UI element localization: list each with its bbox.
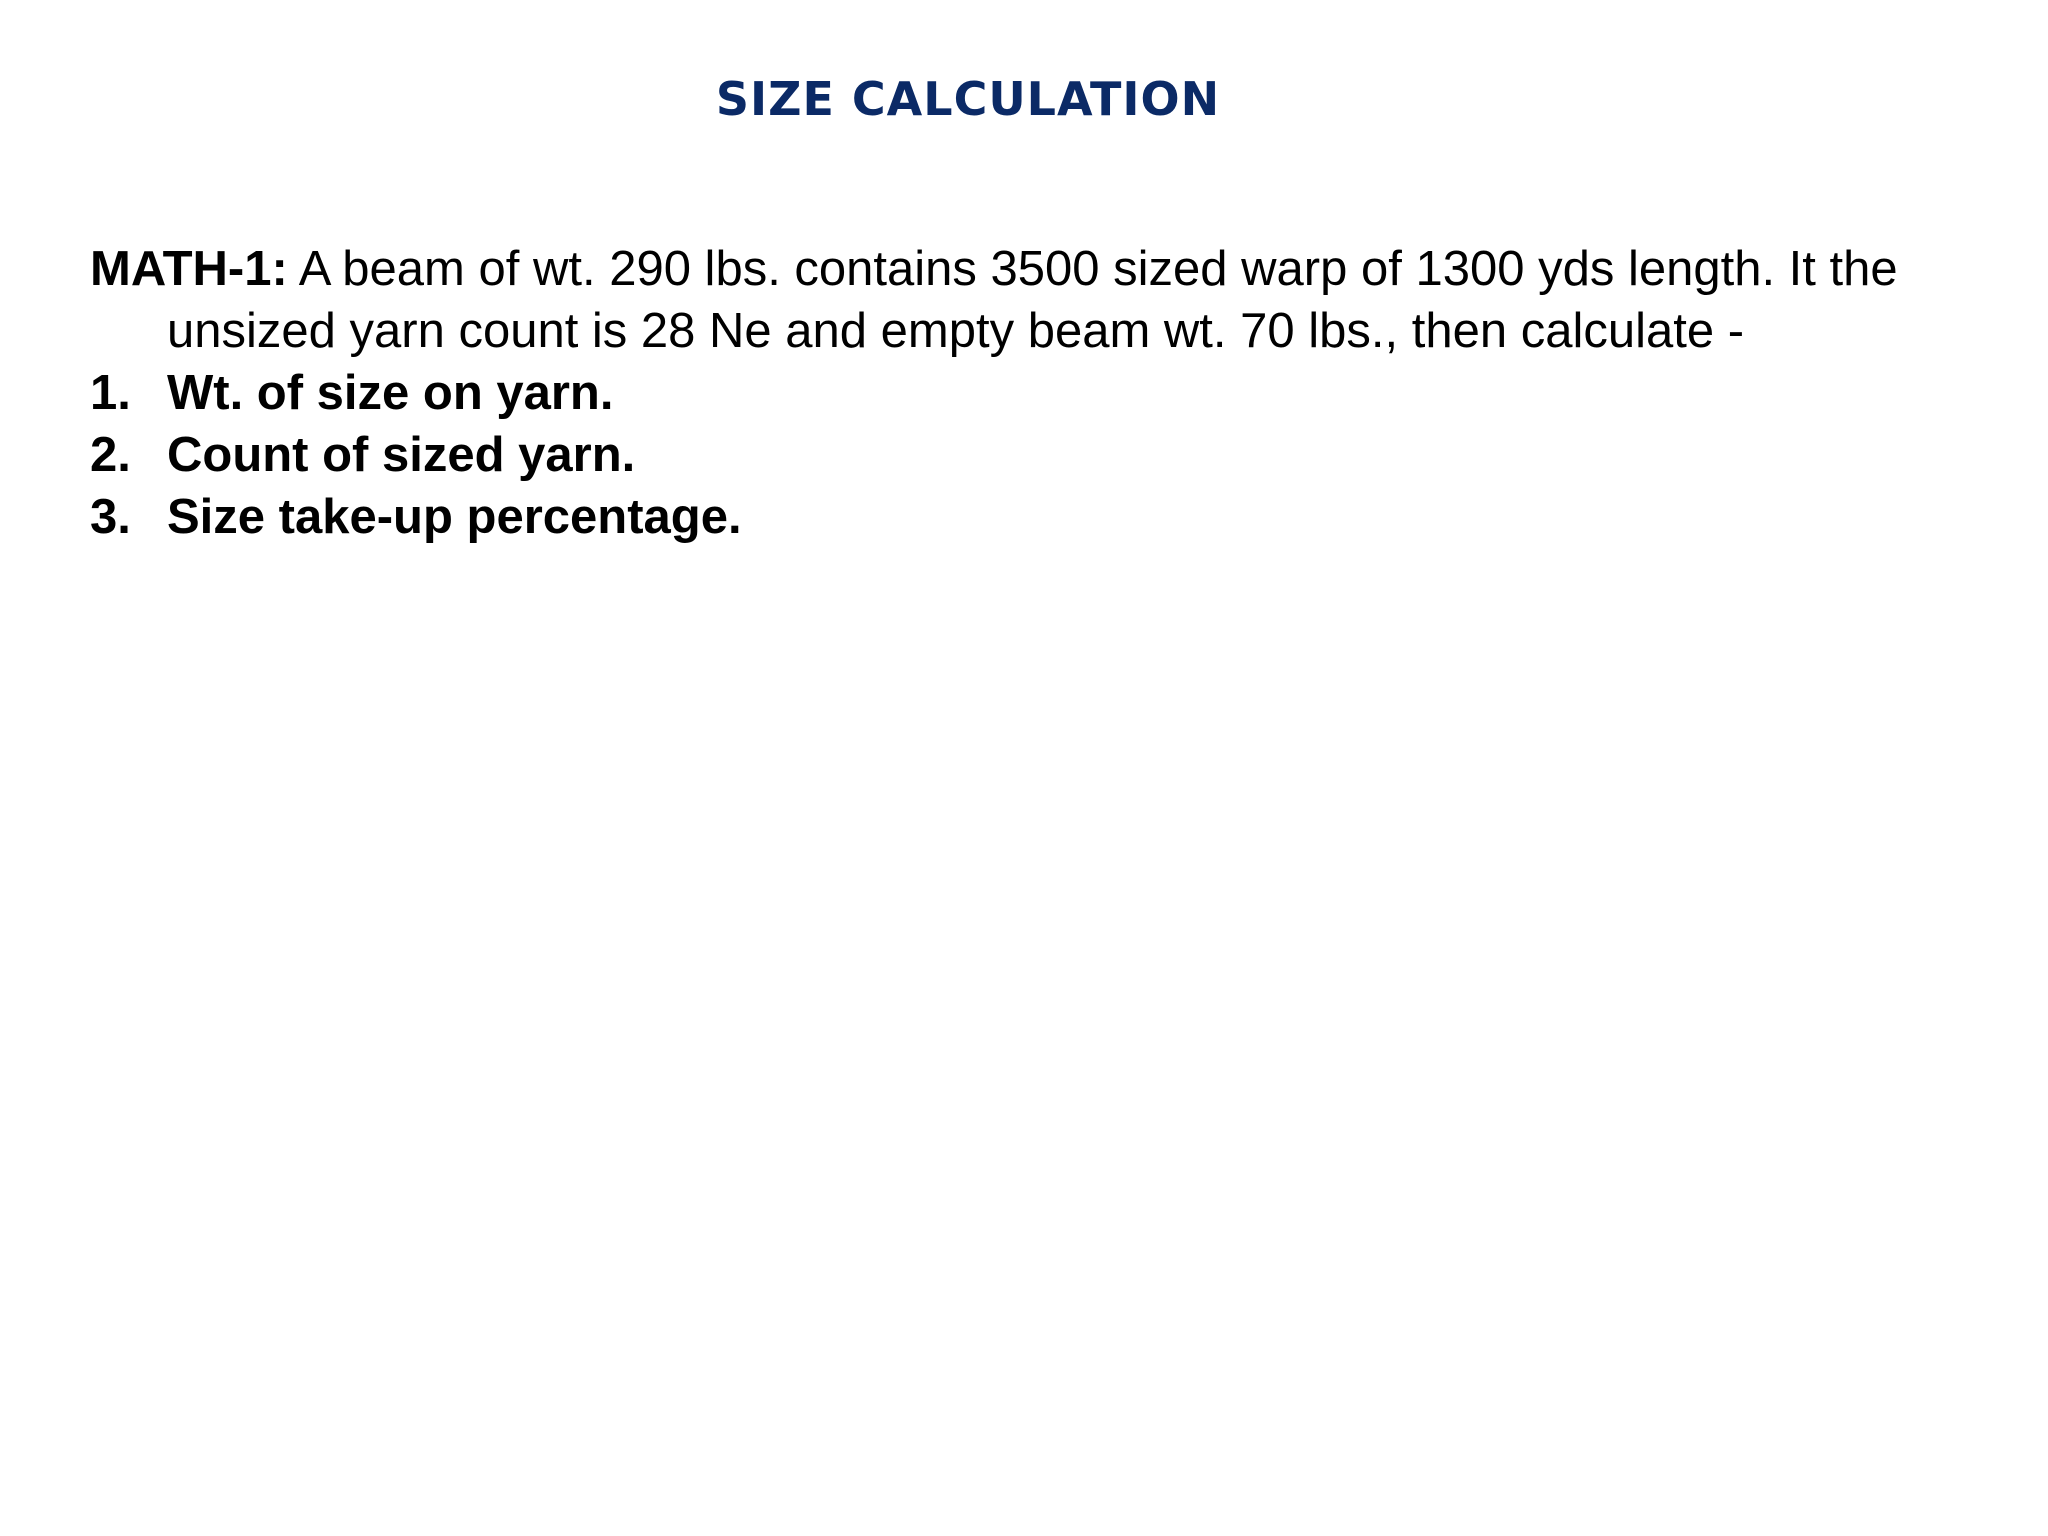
list-item — [90, 486, 1990, 548]
list-item-number: 3. — [90, 490, 131, 544]
slide-title: SIZE CALCULATION — [715, 72, 1221, 126]
list-item — [90, 424, 1990, 486]
list-item-text: Count of sized yarn. — [167, 428, 636, 482]
list-item-number: 1. — [90, 366, 131, 420]
list-item-text: Wt. of size on yarn. — [167, 366, 614, 420]
problem-text: A beam of wt. 290 lbs. contains 3500 sized warp of 1300 yds length. It the unsized yarn count is 28 Ne and empty beam wt. 70 lbs., then calculate - — [167, 242, 1898, 358]
problem-label: MATH-1: — [90, 242, 288, 296]
problem-statement — [90, 238, 1990, 362]
list-item — [90, 362, 1990, 424]
slide-content — [90, 238, 1990, 548]
question-list — [90, 362, 1990, 548]
list-item-text: Size take-up percentage. — [167, 490, 742, 544]
list-item-number: 2. — [90, 428, 131, 482]
